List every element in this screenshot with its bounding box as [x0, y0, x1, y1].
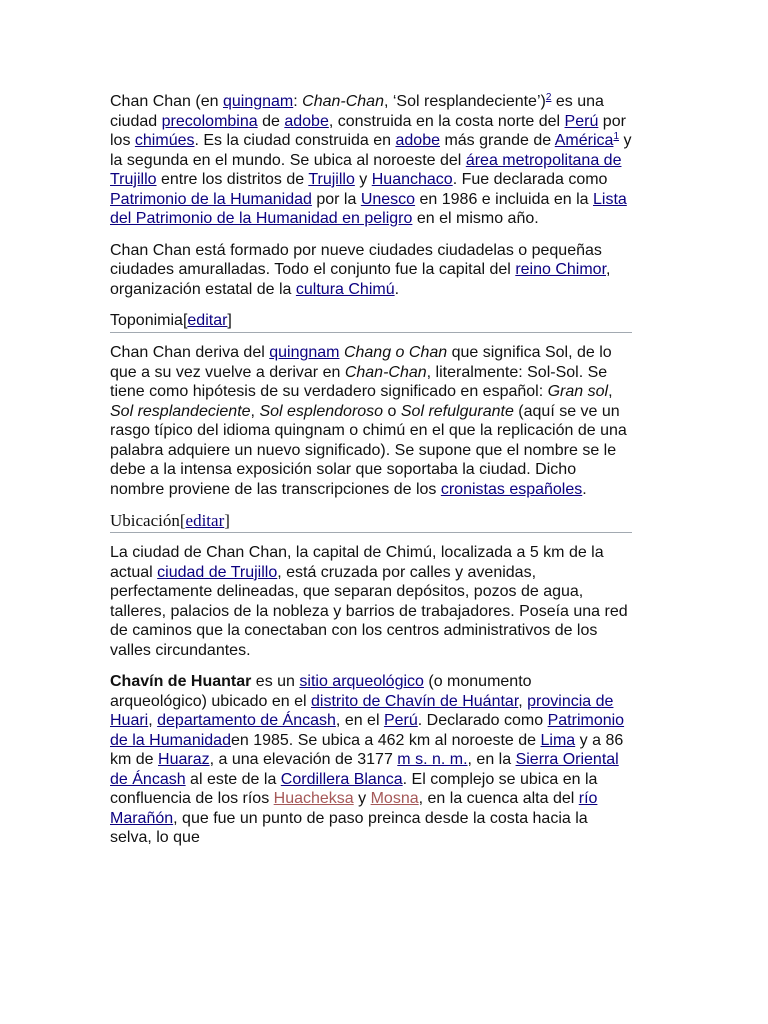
paragraph-ciudadelas	[110, 241, 632, 300]
link-mosna[interactable]: Mosna	[370, 790, 419, 807]
paragraph-chan-chan-intro	[110, 92, 632, 229]
link-ciudad-trujillo[interactable]: ciudad de Trujillo	[157, 563, 278, 581]
text: . Declarado como	[417, 712, 548, 729]
link-distrito-chavin[interactable]: distrito de Chavín de Huántar	[311, 692, 519, 710]
link-cordillera-blanca[interactable]: Cordillera Blanca	[280, 770, 403, 788]
bold-chavin: Chavín de Huantar	[110, 673, 252, 690]
text: , en la	[467, 751, 516, 768]
heading-toponimia	[110, 311, 632, 333]
text: .	[582, 480, 587, 498]
text: :	[293, 93, 303, 110]
link-cronistas[interactable]: cronistas españoles	[440, 480, 583, 498]
article-body	[110, 92, 632, 848]
text: , que fue un punto de paso preinca desde la costa hacia la selva, lo que	[110, 809, 588, 846]
reference-2[interactable]: 2	[545, 92, 552, 103]
link-cultura-chimu[interactable]: cultura Chimú	[295, 280, 395, 298]
italic-sol-resplandeciente: Sol resplandeciente	[110, 402, 251, 420]
link-patrimonio-2[interactable]: Patrimonio de la Humanidad	[110, 712, 625, 749]
link-patrimonio[interactable]: Patrimonio de la Humanidad	[110, 190, 312, 208]
link-america[interactable]: América	[554, 132, 614, 149]
paragraph-toponimia	[110, 343, 632, 499]
link-provincia-huari[interactable]: provincia de Huari	[110, 692, 614, 729]
text: , a una elevación de 3177	[209, 751, 398, 768]
edit-link-toponimia[interactable]: editar	[187, 312, 228, 329]
text: ,	[250, 402, 260, 420]
link-precolombina[interactable]: precolombina	[161, 112, 258, 130]
italic-chan-chan-2: Chan-Chan	[344, 363, 427, 381]
edit-link-ubicacion[interactable]: editar	[185, 511, 225, 530]
text: ,	[608, 383, 613, 400]
italic-sol-refulgurante: Sol refulgurante	[400, 402, 514, 420]
link-lima[interactable]: Lima	[540, 731, 576, 749]
italic-sol-esplendoroso: Sol esplendoroso	[259, 402, 384, 420]
text: en el mismo año.	[412, 210, 539, 227]
link-huanchaco[interactable]: Huanchaco	[371, 171, 453, 188]
paragraph-chavin	[110, 672, 632, 848]
link-trujillo[interactable]: Trujillo	[308, 171, 355, 188]
link-quingnam-2[interactable]: quingnam	[269, 344, 340, 361]
link-peru-2[interactable]: Perú	[383, 712, 418, 729]
bracket: [	[182, 312, 188, 329]
link-sierra-oriental[interactable]: Sierra Oriental de Áncash	[110, 751, 619, 788]
text: de	[257, 112, 285, 130]
bracket: ]	[224, 511, 230, 530]
text: , ‘Sol resplandeciente’)	[383, 93, 546, 110]
text: La ciudad de Chan Chan, la capital de Chimú, localizada a 5 km de la actual	[110, 544, 604, 581]
heading-title: Ubicación	[110, 511, 180, 530]
italic-chan-chan: Chan-Chan	[302, 93, 384, 110]
reference-1[interactable]: 1	[613, 131, 619, 142]
italic-gran-sol: Gran sol	[547, 383, 609, 400]
text: , literalmente: Sol-Sol. Se tiene como hipótesis de su verdadero significado en español:	[110, 363, 608, 400]
text: por la	[311, 190, 361, 208]
link-area-metropolitana[interactable]: área metropolitana de Trujillo	[110, 151, 622, 188]
link-unesco[interactable]: Unesco	[360, 190, 416, 208]
text: es una ciudad	[110, 93, 604, 130]
text: . Fue declarada como	[452, 171, 608, 188]
text: que significa Sol, de lo que a su vez vuelve a derivar en	[110, 344, 612, 381]
text: .	[394, 280, 400, 298]
text: o	[383, 402, 401, 420]
heading-title: Toponimia	[110, 312, 183, 329]
link-msnm[interactable]: m s. n. m.	[397, 751, 468, 768]
italic-chang: Chang o Chan	[343, 344, 448, 361]
text: . El complejo se ubica en la confluencia de los ríos	[110, 770, 598, 807]
link-sitio-arqueologico[interactable]: sitio arqueológico	[299, 673, 424, 690]
text: (aquí se ve un rasgo típico del idioma quingnam o chimú en el que la replicación de una palabra adquiere un nuevo significado). Se supone que el nombre se le debe a la intensa exposición solar que soportaba la ciudad. Dicho nombre proviene de las transcripciones de los	[110, 402, 627, 498]
text: Chan Chan (en	[110, 93, 223, 110]
link-peru[interactable]: Perú	[564, 112, 599, 130]
heading-ubicacion	[110, 511, 632, 533]
link-reino-chimor[interactable]: reino Chimor	[515, 261, 607, 278]
text: ,	[148, 712, 158, 729]
text: y	[353, 790, 371, 807]
text: Chan Chan está formado por nueve ciudades ciudadelas o pequeñas ciudades amuralladas. Todo el conjunto fue la capital del	[110, 241, 602, 278]
text: por los	[110, 112, 626, 149]
link-lista-peligro[interactable]: Lista del Patrimonio de la Humanidad en peligro	[110, 190, 627, 227]
link-chimues[interactable]: chimúes	[134, 132, 195, 149]
text: es un	[251, 673, 300, 690]
text: , organización estatal de la	[110, 261, 611, 298]
paragraph-ubicacion	[110, 543, 632, 660]
text: , construida en la costa norte del	[328, 112, 565, 130]
link-rio-maranon[interactable]: río Marañón	[110, 790, 598, 827]
text: al este de la	[185, 770, 281, 788]
text: (o monumento arqueológico) ubicado en el	[110, 673, 532, 710]
text: y	[354, 171, 372, 188]
text: entre los distritos de	[156, 171, 309, 188]
link-quingnam[interactable]: quingnam	[222, 93, 294, 110]
link-huacheksa[interactable]: Huacheksa	[273, 790, 354, 807]
text: y la segunda en el mundo. Se ubica al noroeste del	[110, 132, 632, 169]
link-adobe[interactable]: adobe	[284, 112, 329, 130]
text: . Es la ciudad construida en	[194, 132, 396, 149]
text: más grande de	[440, 132, 555, 149]
link-adobe-2[interactable]: adobe	[395, 132, 440, 149]
text: , está cruzada por calles y avenidas, perfectamente delineadas, que separan depósitos, pozos de agua, talleres, palacios de la nobleza y barrios de trabajadores. Poseía una red de caminos que la conectaban con los centros administrativos de los valles circundantes.	[110, 563, 628, 659]
text: , en el	[335, 712, 384, 729]
text: en 1986 e incluida en la	[415, 190, 593, 208]
text: y a 86 km de	[110, 731, 624, 768]
link-huaraz[interactable]: Huaraz	[158, 751, 210, 768]
text: Chan Chan deriva del	[110, 344, 270, 361]
bracket: [	[179, 511, 186, 530]
link-departamento-ancash[interactable]: departamento de Áncash	[157, 712, 336, 729]
text: en 1985. Se ubica a 462 km al noroeste de	[230, 731, 541, 749]
bracket: ]	[227, 312, 232, 329]
text: ,	[518, 692, 528, 710]
text: , en la cuenca alta del	[418, 790, 579, 807]
